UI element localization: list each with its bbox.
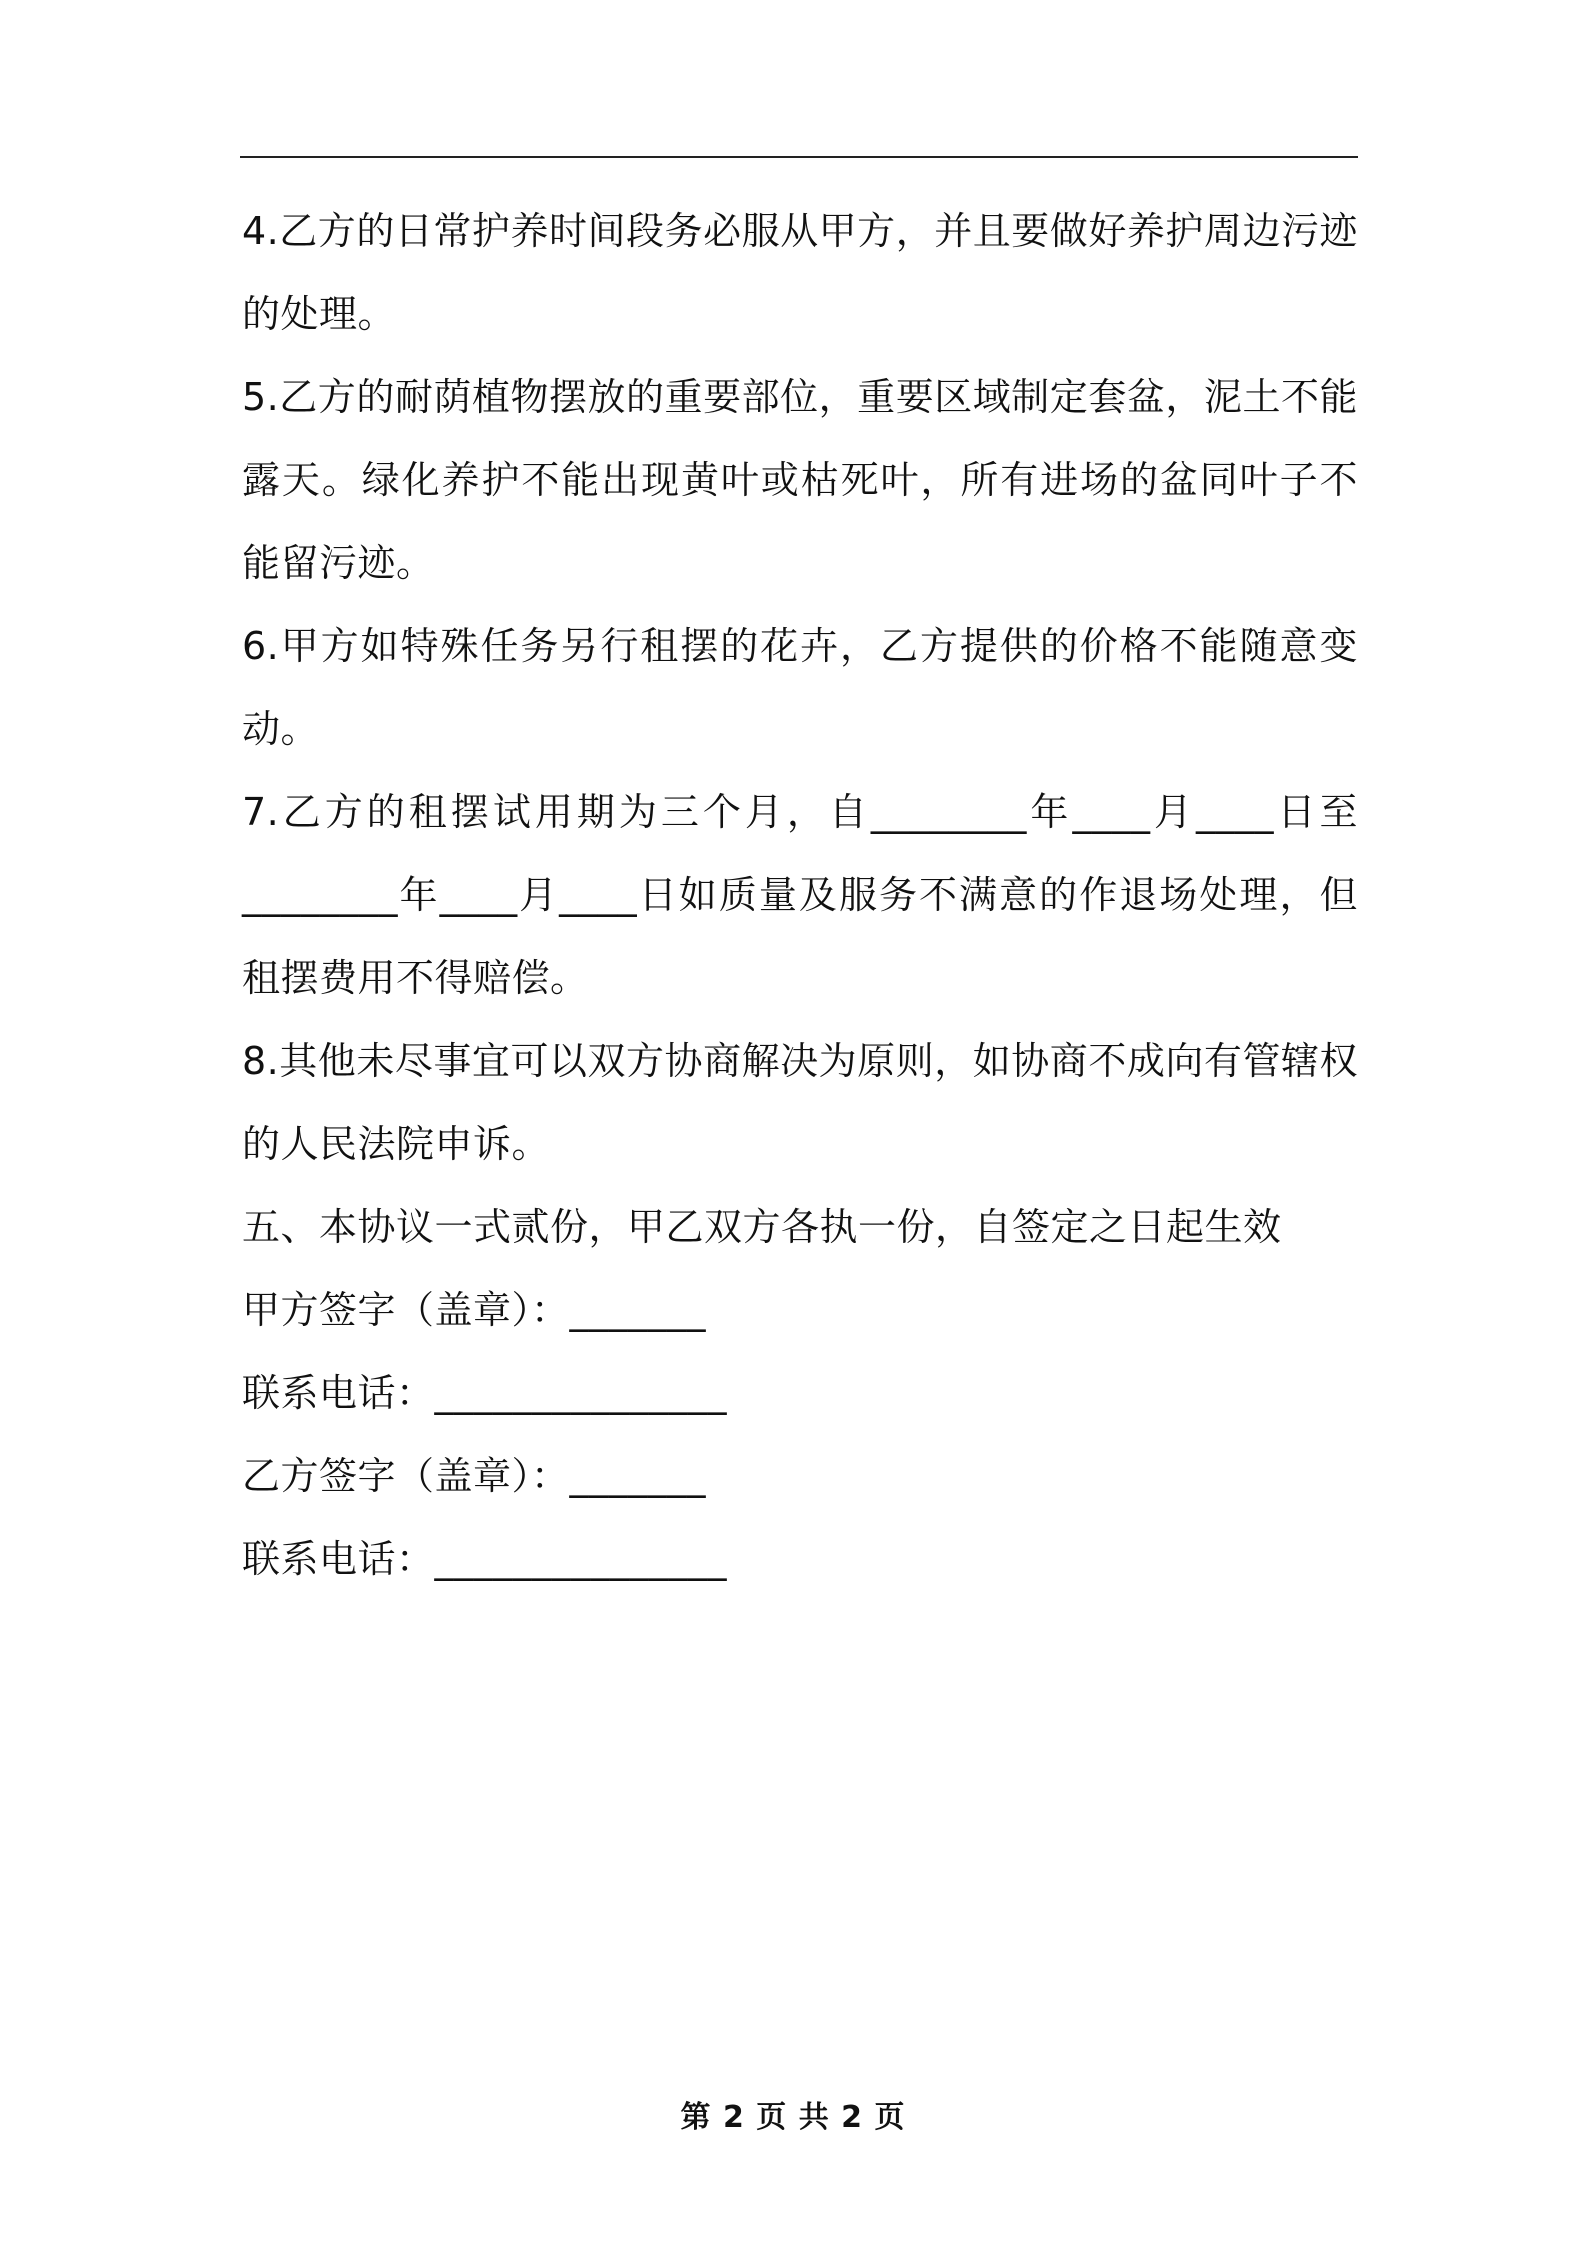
clause-6: 6.甲方如特殊任务另行租摆的花卉，乙方提供的价格不能随意变动。 (242, 624, 1358, 751)
section-5-effectiveness: 五、本协议一式贰份，甲乙双方各执一份，自签定之日起生效 (242, 1205, 1282, 1249)
party-a-signature-line: 甲方签字（盖章）：_______ (242, 1288, 707, 1332)
clause-7: 7.乙方的租摆试用期为三个月，自________年____月____日至________年____月____日如质量及服务不满意的作退场处理，但租摆费用不得赔偿。 (242, 790, 1358, 1000)
clause-8: 8.其他未尽事宜可以双方协商解决为原则，如协商不成向有管辖权的人民法院申诉。 (242, 1039, 1358, 1166)
page-number: 第 2 页 共 2 页 (680, 2100, 906, 2135)
header-rule (240, 156, 1358, 158)
party-b-phone-line: 联系电话：_______________ (242, 1537, 728, 1581)
clause-5: 5.乙方的耐荫植物摆放的重要部位，重要区域制定套盆，泥土不能露天。绿化养护不能出现黄叶或枯死叶，所有进场的盆同叶子不能留污迹。 (242, 375, 1358, 585)
clause-4: 4.乙方的日常护养时间段务必服从甲方，并且要做好养护周边污迹的处理。 (242, 209, 1358, 336)
document-body (242, 190, 1358, 1601)
party-a-phone-line: 联系电话：_______________ (242, 1371, 728, 1415)
party-b-signature-line: 乙方签字（盖章）：_______ (242, 1454, 707, 1498)
